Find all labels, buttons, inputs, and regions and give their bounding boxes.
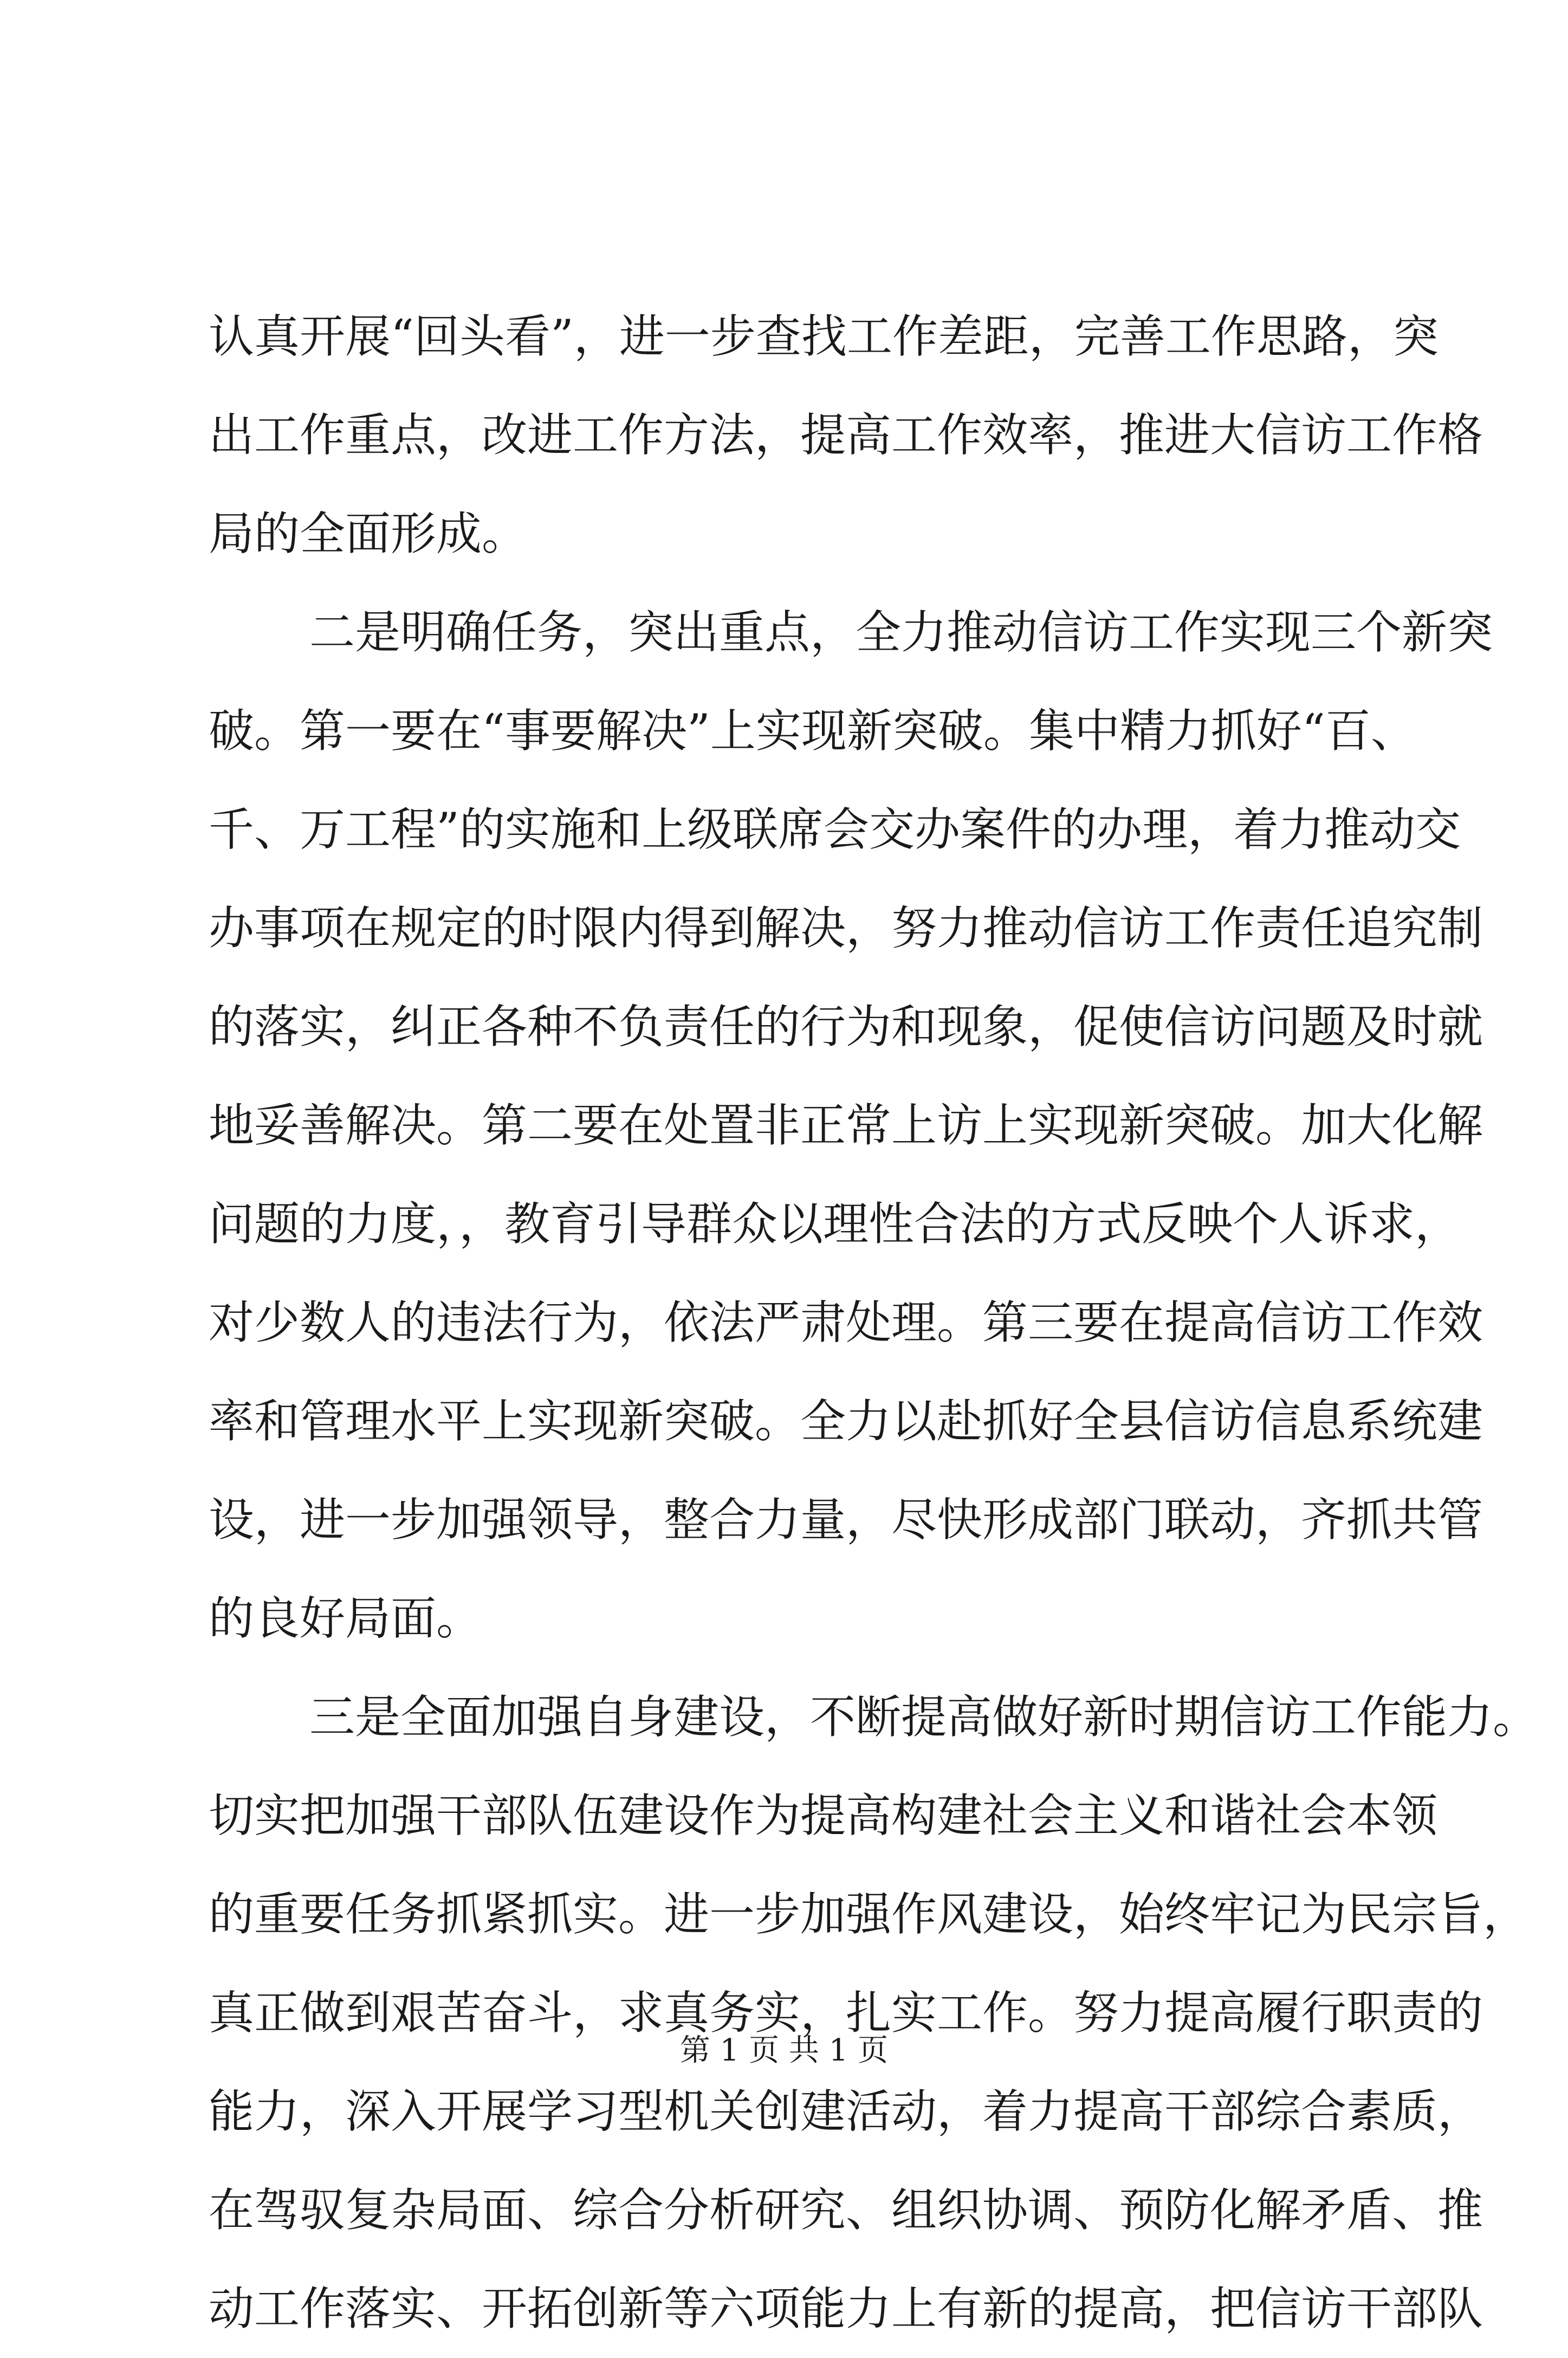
text-line: 千、万工程”的实施和上级联席会交办案件的办理，着力推动交 (209, 803, 1461, 856)
paragraph-start-line: 二是明确任务，突出重点，全力推动信访工作实现三个新突 (309, 606, 1493, 659)
text-line: 的落实，纠正各种不负责任的行为和现象，促使信访问题及时就 (209, 1000, 1483, 1053)
text-line: 破。第一要在“事要解决”上实现新突破。集中精力抓好“百、 (209, 704, 1416, 757)
text-line: 率和管理水平上实现新突破。全力以赴抓好全县信访信息系统建 (209, 1395, 1483, 1448)
text-line: 设，进一步加强领导，整合力量，尽快形成部门联动，齐抓共管 (209, 1493, 1483, 1546)
text-line: 能力，深入开展学习型机关创建活动，着力提高干部综合素质， (209, 2085, 1483, 2138)
text-line: 动工作落实、开拓创新等六项能力上有新的提高，把信访干部队 (209, 2282, 1483, 2335)
text-line: 地妥善解决。第二要在处置非正常上访上实现新突破。加大化解 (209, 1099, 1483, 1152)
text-line: 的重要任务抓紧抓实。进一步加强作风建设，始终牢记为民宗旨， (209, 1888, 1529, 1941)
text-line: 出工作重点，改进工作方法，提高工作效率，推进大信访工作格 (209, 409, 1483, 462)
text-line: 真正做到艰苦奋斗，求真务实，扎实工作。努力提高履行职责的 (209, 1986, 1483, 2039)
page-number-footer: 第 1 页 共 1 页 (679, 2033, 889, 2068)
text-line: 的良好局面。 (209, 1592, 482, 1645)
text-line: 认真开展“回头看”，进一步查找工作差距，完善工作思路，突 (209, 310, 1439, 363)
text-line: 对少数人的违法行为，依法严肃处理。第三要在提高信访工作效 (209, 1296, 1483, 1349)
text-line: 在驾驭复杂局面、综合分析研究、组织协调、预防化解矛盾、推 (209, 2184, 1483, 2237)
text-line: 问题的力度，，教育引导群众以理性合法的方式反映个人诉求， (209, 1197, 1461, 1251)
paragraph-start-line: 三是全面加强自身建设，不断提高做好新时期信访工作能力。 (309, 1690, 1539, 1744)
text-line: 切实把加强干部队伍建设作为提高构建社会主义和谐社会本领 (209, 1789, 1438, 1842)
text-line: 局的全面形成。 (209, 507, 528, 560)
text-line: 办事项在规定的时限内得到解决，努力推动信访工作责任追究制 (209, 902, 1483, 955)
